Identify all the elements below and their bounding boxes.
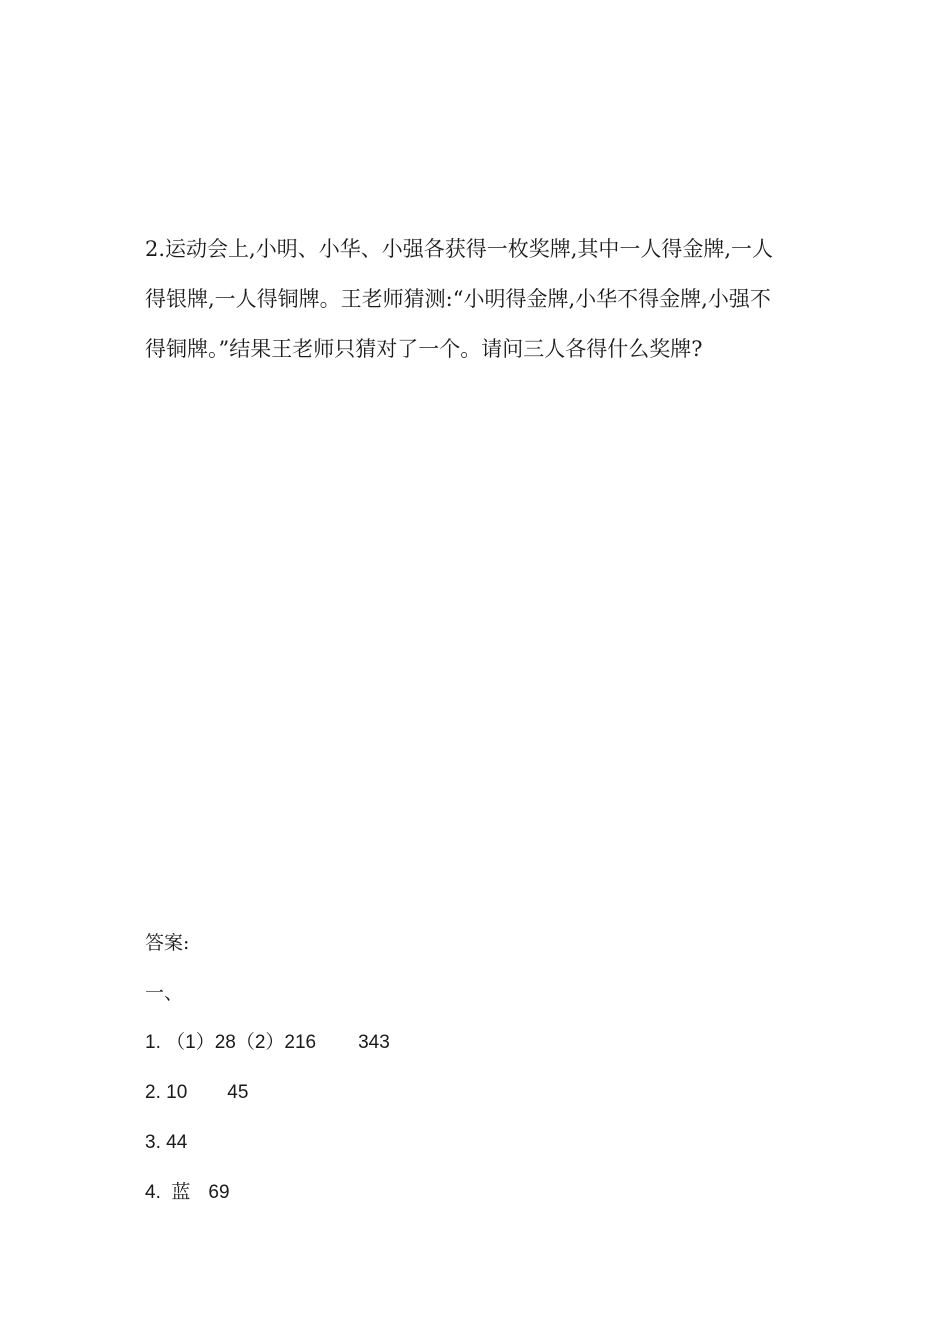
answer-item-text: 3. 44 — [145, 1132, 188, 1153]
answer-heading: 答案: — [145, 932, 190, 954]
answer-item-4 — [145, 1168, 645, 1218]
question-2 — [145, 224, 810, 374]
answer-section-label: 一、 — [145, 982, 184, 1004]
answer-item-text: 4. 蓝 — [145, 1182, 191, 1203]
answer-item-extra: 45 — [227, 1082, 249, 1103]
answer-item-extra: 69 — [208, 1182, 230, 1203]
question-line: 得铜牌。”结果王老师只猜对了一个。请问三人各得什么奖牌? — [145, 337, 703, 361]
answer-item-text: 2. 10 — [145, 1082, 188, 1103]
question-line: 得银牌,一人得铜牌。王老师猜测:“小明得金牌,小华不得金牌,小强不 — [145, 287, 771, 311]
answer-section — [145, 918, 645, 1218]
answer-item-3 — [145, 1118, 645, 1168]
answer-item-extra: 343 — [358, 1032, 390, 1053]
question-line: 2.运动会上,小明、小华、小强各获得一枚奖牌,其中一人得金牌,一人 — [145, 237, 774, 261]
answer-item-1 — [145, 1018, 645, 1068]
answer-item-2 — [145, 1068, 645, 1118]
answer-item-text: 1. （1）28（2）216 — [145, 1032, 317, 1053]
